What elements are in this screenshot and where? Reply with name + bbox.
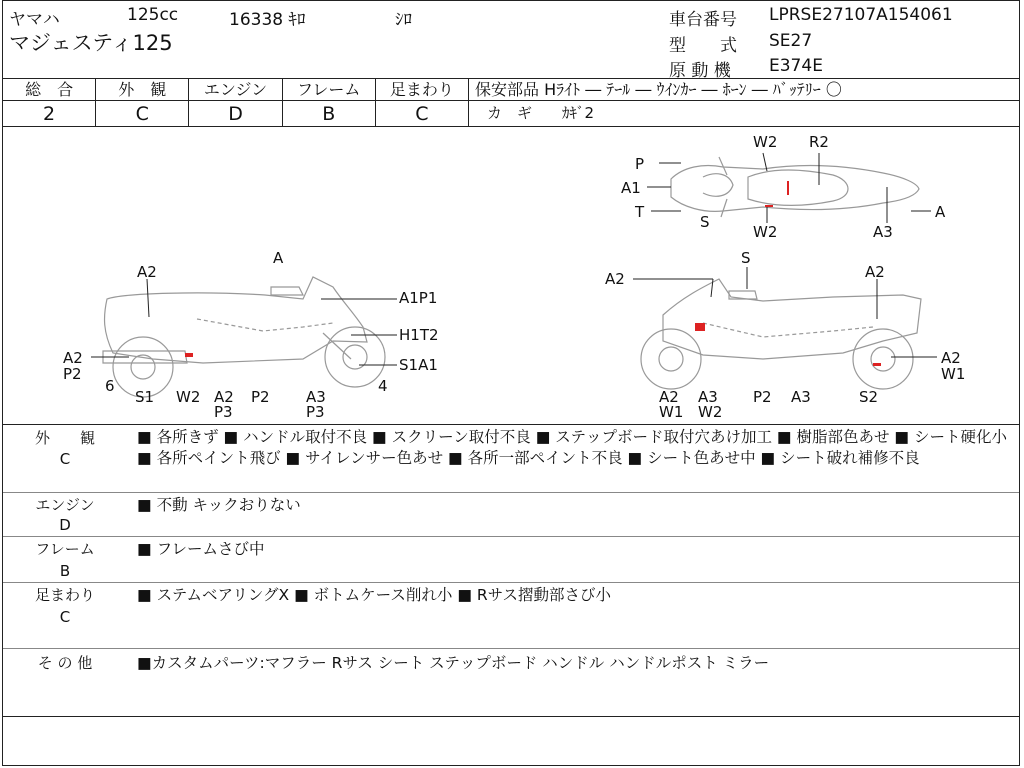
header — [3, 1, 1019, 79]
label-P3: P3 — [214, 403, 233, 421]
model-name: マジェスティ125 — [9, 31, 173, 55]
label-P3: P3 — [306, 403, 325, 421]
label-R2: R2 — [809, 133, 829, 151]
label-W2: W2 — [698, 403, 723, 421]
damage-diagram — [3, 127, 1019, 425]
label-A1P1: A1P1 — [399, 289, 438, 307]
detail-row-engine: エンジン D ■ 不動 キックおりない — [3, 493, 1019, 537]
label-A: A — [273, 249, 284, 267]
label-S1: S1 — [135, 388, 155, 406]
type-label: 型 式 — [669, 36, 737, 56]
label-A2: A2 — [63, 349, 83, 367]
label-A2: A2 — [137, 263, 157, 281]
frame-number-label: 車台番号 — [669, 10, 737, 30]
engine-value: E374E — [769, 56, 823, 76]
label-P2: P2 — [251, 388, 270, 406]
grade-engine: エンジン D — [189, 79, 282, 126]
detail-row-exterior: 外 観 C ■ 各所きず ■ ハンドル取付不良 ■ スクリーン取付不良 ■ ステップボード取付穴あけ加工 ■ 樹脂部色あせ ■ シート硬化小 ■ 各所ペイント飛び ■ サイレンサー色あせ ■ 各所一部ペイント不良 ■ シート色あせ中 ■ シート破れ補修不良 — [3, 425, 1019, 493]
label-A3: A3 — [873, 223, 893, 241]
grade-total: 総 合 2 — [3, 79, 96, 126]
type-value: SE27 — [769, 31, 813, 51]
label-A: A — [935, 203, 946, 221]
label-T: T — [635, 203, 645, 221]
label-P2: P2 — [63, 365, 82, 383]
grade-suspension: 足まわり C — [376, 79, 469, 126]
label-A2: A2 — [659, 388, 679, 406]
label-A1: A1 — [621, 179, 641, 197]
label-W2: W2 — [176, 388, 201, 406]
displacement: 125cc — [127, 5, 179, 25]
label-A3: A3 — [698, 388, 718, 406]
label-S1A1: S1A1 — [399, 356, 438, 374]
label-S: S — [741, 249, 751, 267]
grade-exterior: 外 観 C — [96, 79, 189, 126]
safety-parts — [469, 79, 1019, 127]
label-P2: P2 — [753, 388, 772, 406]
inspection-sheet — [2, 0, 1020, 766]
label-W2: W2 — [753, 133, 778, 151]
frame-number: LPRSE27107A154061 — [769, 5, 953, 25]
label-6: 6 — [105, 377, 115, 395]
detail-row-other: そ の 他 ■カスタムパーツ:マフラー Rサス シート ステップボード ハンドル ハンドルポスト ミラー — [3, 649, 1019, 717]
label-P: P — [635, 155, 645, 173]
label-A2: A2 — [941, 349, 961, 367]
grade-table — [3, 79, 469, 127]
label-A3: A3 — [306, 388, 326, 406]
detail-row-frame: フレーム B ■ フレームさび中 — [3, 537, 1019, 583]
label-A3: A3 — [791, 388, 811, 406]
label-S2: S2 — [859, 388, 879, 406]
mileage: 16338 ｷﾛ — [229, 10, 306, 30]
safety-parts-row: 保安部品 Hﾗｲﾄ ― ﾃｰﾙ ― ｳｲﾝｶｰ ― ﾎｰﾝ ― ﾊﾞｯﾃﾘｰ 〇 — [469, 79, 1019, 101]
label-A2: A2 — [865, 263, 885, 281]
label-A2: A2 — [214, 388, 234, 406]
label-W1: W1 — [941, 365, 966, 383]
label-H1T2: H1T2 — [399, 326, 439, 344]
grade-frame: フレーム B — [283, 79, 376, 126]
label-4: 4 — [378, 377, 388, 395]
label-W1: W1 — [659, 403, 684, 421]
label-W2: W2 — [753, 223, 778, 241]
details-table — [3, 425, 1019, 717]
color: ｼﾛ — [395, 10, 412, 30]
engine-label: 原 動 機 — [669, 61, 731, 81]
keys-row: カ ギ ｶｷﾞ2 — [487, 104, 595, 122]
label-S: S — [700, 213, 710, 231]
maker: ヤマハ — [9, 10, 60, 30]
detail-row-suspension: 足まわり C ■ ステムベアリングX ■ ボトムケース削れ小 ■ Rサス摺動部さび小 — [3, 583, 1019, 649]
label-A2: A2 — [605, 270, 625, 288]
